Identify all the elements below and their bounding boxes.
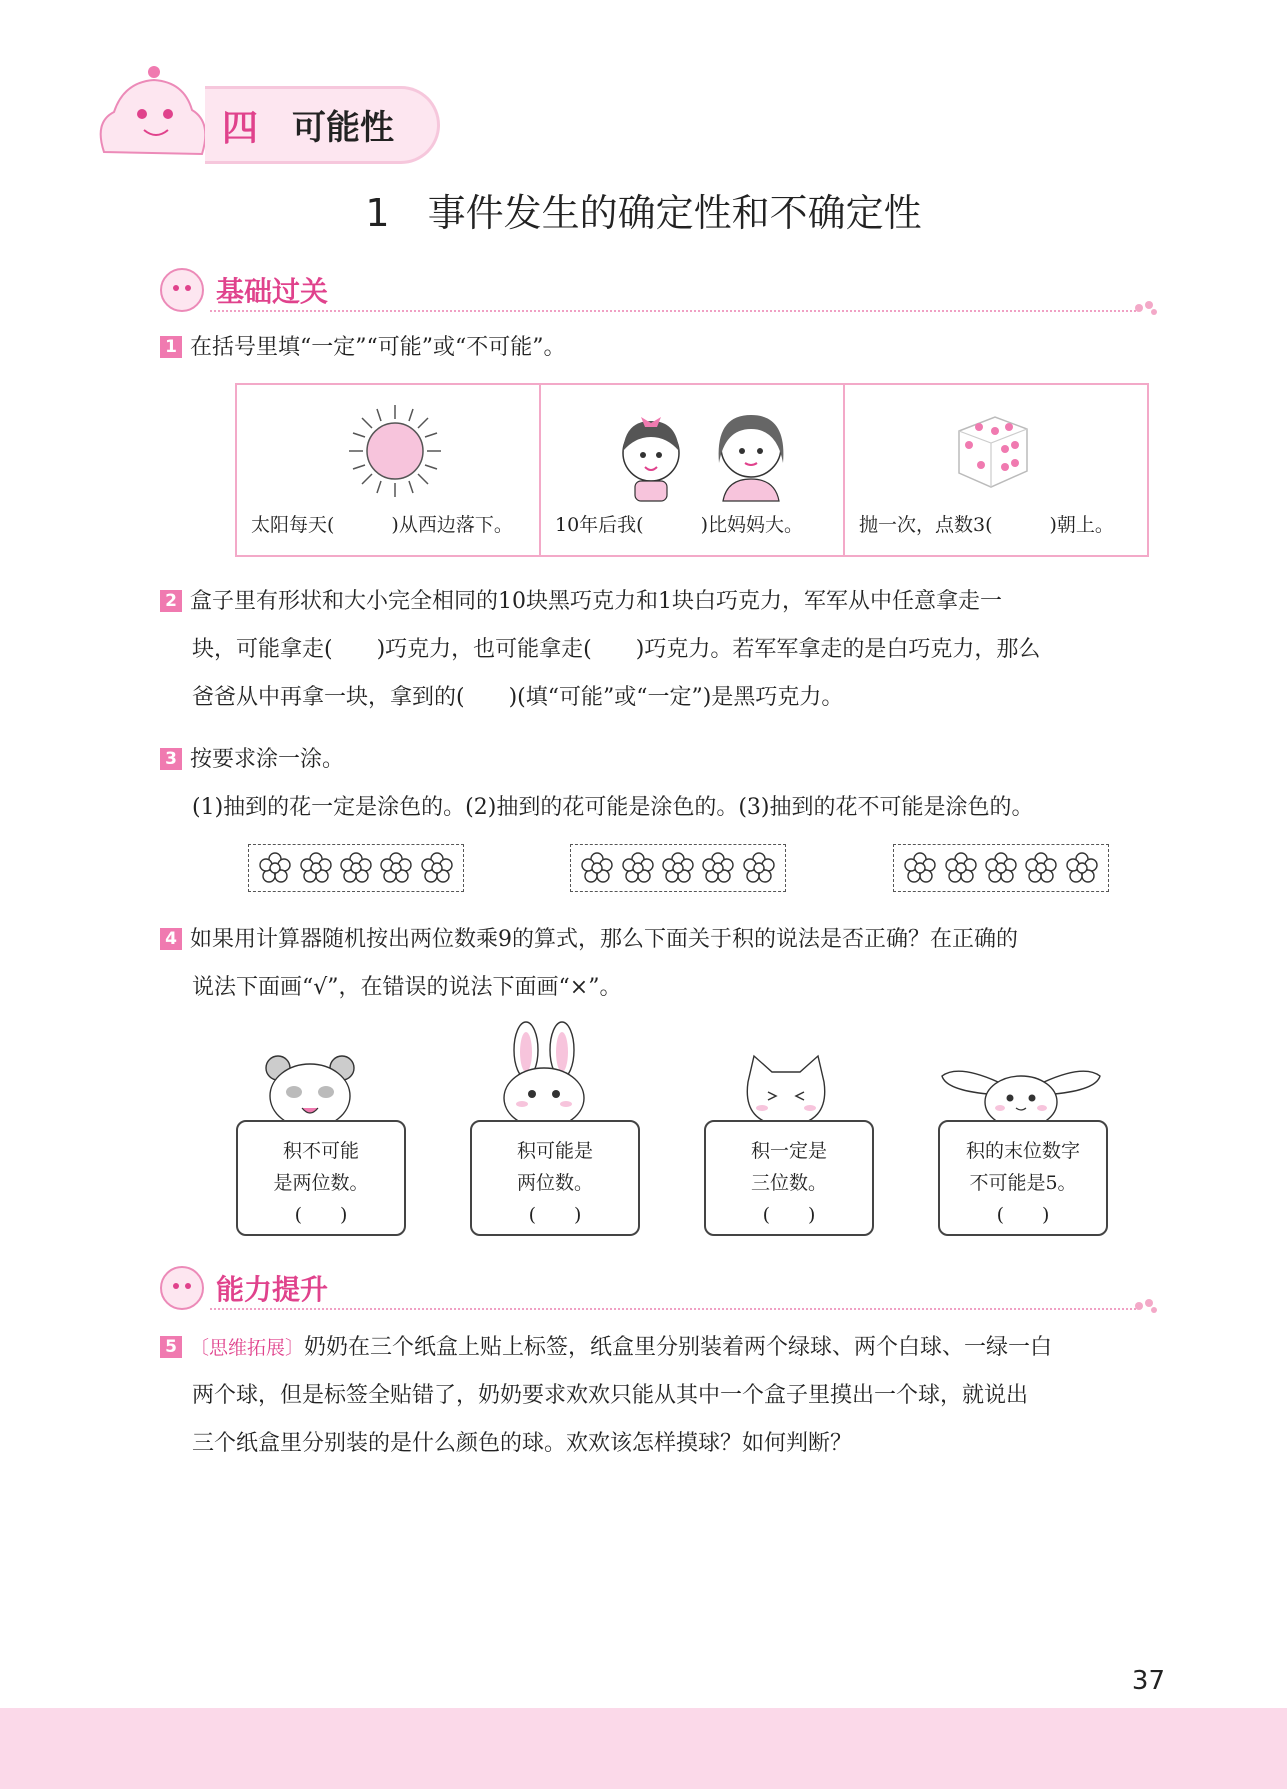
flower-icon[interactable] [903,851,937,885]
sun-icon [347,403,443,499]
statement-card-4 [938,1120,1108,1236]
card-line-2: 两位数。 [516,1172,593,1194]
unit-title: 可能性 [292,108,394,148]
q5-tag: 〔思维拓展〕 [190,1337,305,1359]
question-number-badge: 3 [160,748,182,770]
flower-icon[interactable] [701,851,735,885]
q2-line-2: 块，可能拿走( )巧克力，也可能拿走( )巧克力。若军军拿走的是白巧克力，那么 [192,637,1041,662]
card-line-2: 三位数。 [750,1172,827,1194]
flower-icon[interactable] [1024,851,1058,885]
lesson-title: 1 事件发生的确定性和不确定性 [365,191,922,235]
q5-line-2: 两个球，但是标签全贴错了，奶奶要求欢欢只能从其中一个盒子里摸出一个球，就说出 [192,1383,1029,1408]
section-title: 能力提升 [216,1273,329,1306]
mascot-logo-icon [84,62,224,162]
q5-line-1: 奶奶在三个纸盒上贴上标签，纸盒里分别装着两个绿球、两个白球、一绿一白 [304,1335,1053,1360]
q2-line-1: 盒子里有形状和大小完全相同的10块黑巧克力和1块白巧克力，军军从中任意拿走一 [190,589,1002,614]
q2-block [160,578,1160,722]
flower-icon[interactable] [1065,851,1099,885]
q1-caption-2: 10年后我( )比妈妈大。 [555,514,804,536]
q1-cell-girl [541,385,845,555]
dotted-divider [210,1308,1136,1310]
flower-icon[interactable] [339,851,373,885]
dots-icon [1134,300,1158,316]
q4-line-1: 如果用计算器随机按出两位数乘9的算式，那么下面关于积的说法是否正确？在正确的 [190,927,1018,952]
flower-icon[interactable] [661,851,695,885]
panda-icon [262,1052,358,1128]
q1-table [235,383,1149,557]
section-header-advanced [158,1260,1158,1320]
flower-icon[interactable] [742,851,776,885]
statement-card-3 [704,1120,874,1236]
flower-box-2[interactable] [570,844,786,892]
unit-number: 四 [222,108,259,149]
card-line-1: 积一定是 [750,1140,827,1162]
q3-prompt: 按要求涂一涂。 [190,747,345,772]
q1-prompt [160,324,1160,372]
q2-line-3: 爸爸从中再拿一块，拿到的( )(填“可能”或“一定”)是黑巧克力。 [192,685,844,710]
flower-icon[interactable] [299,851,333,885]
q3-subquestions: (1)抽到的花一定是涂色的。(2)抽到的花可能是涂色的。(3)抽到的花不可能是涂色的。 [192,795,1034,820]
q1-caption-3: 抛一次，点数3( )朝上。 [859,514,1114,536]
q5-block [160,1324,1160,1468]
question-number-badge: 2 [160,590,182,612]
flower-box-3[interactable] [893,844,1109,892]
q5-line-3: 三个纸盒里分别装的是什么颜色的球。欢欢该怎样摸球？如何判断？ [192,1431,853,1456]
q1-cell-sun [237,385,541,555]
flower-icon[interactable] [258,851,292,885]
girl-and-mother-icon [601,403,801,503]
q1-text: 在括号里填“一定”“可能”或“不可能”。 [190,335,566,360]
q1-cell-dice [845,385,1147,555]
q4-block [160,916,1160,1012]
page-number: 37 [1131,1666,1165,1696]
rabbit-icon [494,1020,594,1128]
answer-blank[interactable]: ( ) [996,1204,1050,1226]
footer-band [0,1708,1287,1789]
answer-blank[interactable]: ( ) [528,1204,582,1226]
section-header-basic [158,262,1158,322]
flower-icon[interactable] [944,851,978,885]
answer-blank[interactable]: ( ) [294,1204,348,1226]
flower-icon[interactable] [621,851,655,885]
answer-blank[interactable]: ( ) [762,1204,816,1226]
flower-icon[interactable] [379,851,413,885]
card-line-1: 积不可能 [282,1140,359,1162]
card-line-2: 是两位数。 [273,1172,369,1194]
puppy-icon [938,1062,1104,1128]
flower-icon[interactable] [984,851,1018,885]
question-number-badge: 4 [160,928,182,950]
card-line-1: 积可能是 [516,1140,593,1162]
flower-icon[interactable] [580,851,614,885]
flower-box-1[interactable] [248,844,464,892]
section-mascot-icon [158,266,206,314]
q3-block [160,736,1160,832]
statement-card-1 [236,1120,406,1236]
q1-caption-1: 太阳每天( )从西边落下。 [251,514,513,536]
card-line-1: 积的末位数字 [965,1140,1080,1162]
question-number-badge: 1 [160,336,182,358]
dots-icon [1134,1298,1158,1314]
dice-icon [949,409,1033,493]
section-mascot-icon [158,1264,206,1312]
flower-icon[interactable] [420,851,454,885]
question-number-badge: 5 [160,1336,182,1358]
cat-icon [738,1052,834,1128]
card-line-2: 不可能是5。 [969,1172,1077,1194]
dotted-divider [210,310,1136,312]
statement-card-2 [470,1120,640,1236]
section-title: 基础过关 [216,275,329,308]
q4-line-2: 说法下面画“√”，在错误的说法下面画“×”。 [192,975,622,1000]
